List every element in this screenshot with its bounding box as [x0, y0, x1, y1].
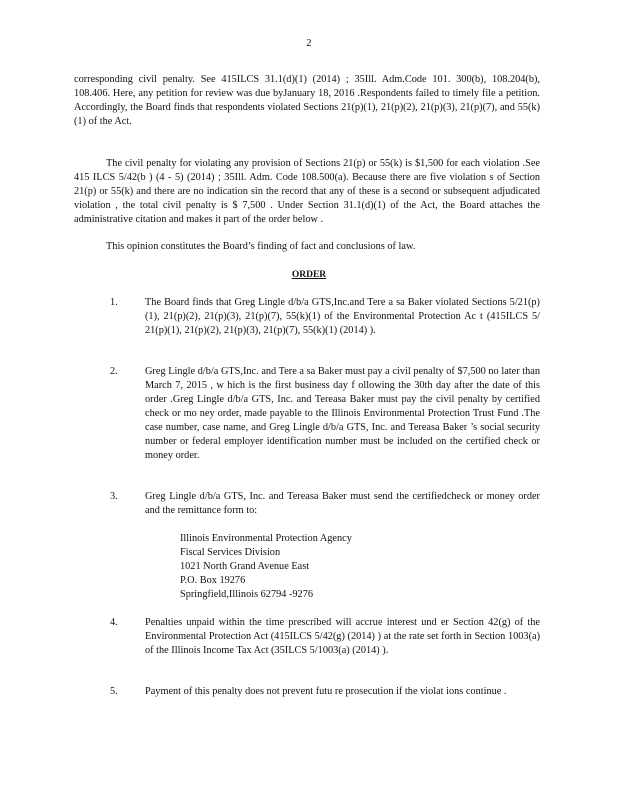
address-line: Illinois Environmental Protection Agency [180, 533, 352, 544]
paragraph-civil-penalty: The civil penalty for violating any provision of Sections 21(p) or 55(k) is $1,500 for each violation .See 415 ILCS 5/42(b ) (4 - 5) (2014) ; 35Ill. Adm. Code 108.500(a). Because there are five violation s of Section 21(p) or 55(k) and there are no indication sin the record that any of these is a second or subsequent adjudicated violation , the total civil penalty is $ 7,500 . Under Section 31.1(d)(1) of the Act, the Board attaches the administrative citation and makes it part of the order below . [74, 158, 540, 225]
paragraph-continuation: corresponding civil penalty. See 415ILCS 31.1(d)(1) (2014) ; 35Ill. Adm.Code 101. 300(b), 108.204(b), 108.406. Here, any petition for review was due byJanuary 18, 2016 .Respondents failed to timely file a petition. Accordingly, the Board finds that respondents violated Sections 21(p)(1), 21(p)(2), 21(p)(3), 21(p)(7), and 55(k)(1) of the Act. [74, 74, 540, 127]
order-item-number: 5. [110, 686, 118, 697]
order-item-text: Penalties unpaid within the time prescribed will accrue interest und er Section 42(g) of the Environmental Protection Act (415ILCS 5/42(g) (2014) ) at the rate set forth in Section 1003(a) of the Illinois Income Tax Act (35ILCS 5/1003(a) (2014) ). [145, 617, 540, 656]
order-item-text: Greg Lingle d/b/a GTS,Inc. and Tere a sa Baker must pay a civil penalty of $7,500 no later than March 7, 2015 , w hich is the first business day f ollowing the 30th day after the date of this order .Greg Lingle d/b/a GTS, Inc. and Tereasa Baker must pay the civil penalty by certified check or mo ney order, made payable to the Illinois Environmental Protection Trust Fund .The case number, case name, and Greg Lingle d/b/a GTS, Inc. and Tereasa Baker ’s social security number or federal employer identification number must be included on the certified check or money order. [145, 366, 540, 461]
paragraph-opinion: This opinion constitutes the Board’s finding of fact and conclusions of law. [106, 241, 416, 252]
address-line: P.O. Box 19276 [180, 575, 246, 586]
address-line: Fiscal Services Division [180, 547, 281, 558]
order-item-text: Greg Lingle d/b/a GTS, Inc. and Tereasa Baker must send the certifiedcheck or money order and the remittance form to: [145, 491, 540, 516]
address-line: Springfield,Illinois 62794 -9276 [180, 589, 313, 600]
page-number: 2 [306, 38, 312, 49]
order-item-number: 4. [110, 617, 118, 628]
order-item-number: 1. [110, 297, 118, 308]
order-item-text: The Board finds that Greg Lingle d/b/a GTS,Inc.and Tere a sa Baker violated Sections 5/21(p)(1), 21(p)(2), 21(p)(3), 21(p)(7), 55(k)(1) of the Environmental Protection Ac t (415ILCS 5/ 21(p)(1), 21(p)(2), 21(p)(3), 21(p)(7), 55(k)(1) (2014) ). [145, 297, 540, 336]
order-item-text: Payment of this penalty does not prevent futu re prosecution if the violat ions continue . [145, 686, 507, 697]
remittance-address [180, 532, 352, 602]
order-heading: ORDER [291, 270, 327, 280]
address-line: 1021 North Grand Avenue East [180, 561, 310, 572]
order-item-number: 3. [110, 491, 118, 502]
order-item-number: 2. [110, 366, 118, 377]
